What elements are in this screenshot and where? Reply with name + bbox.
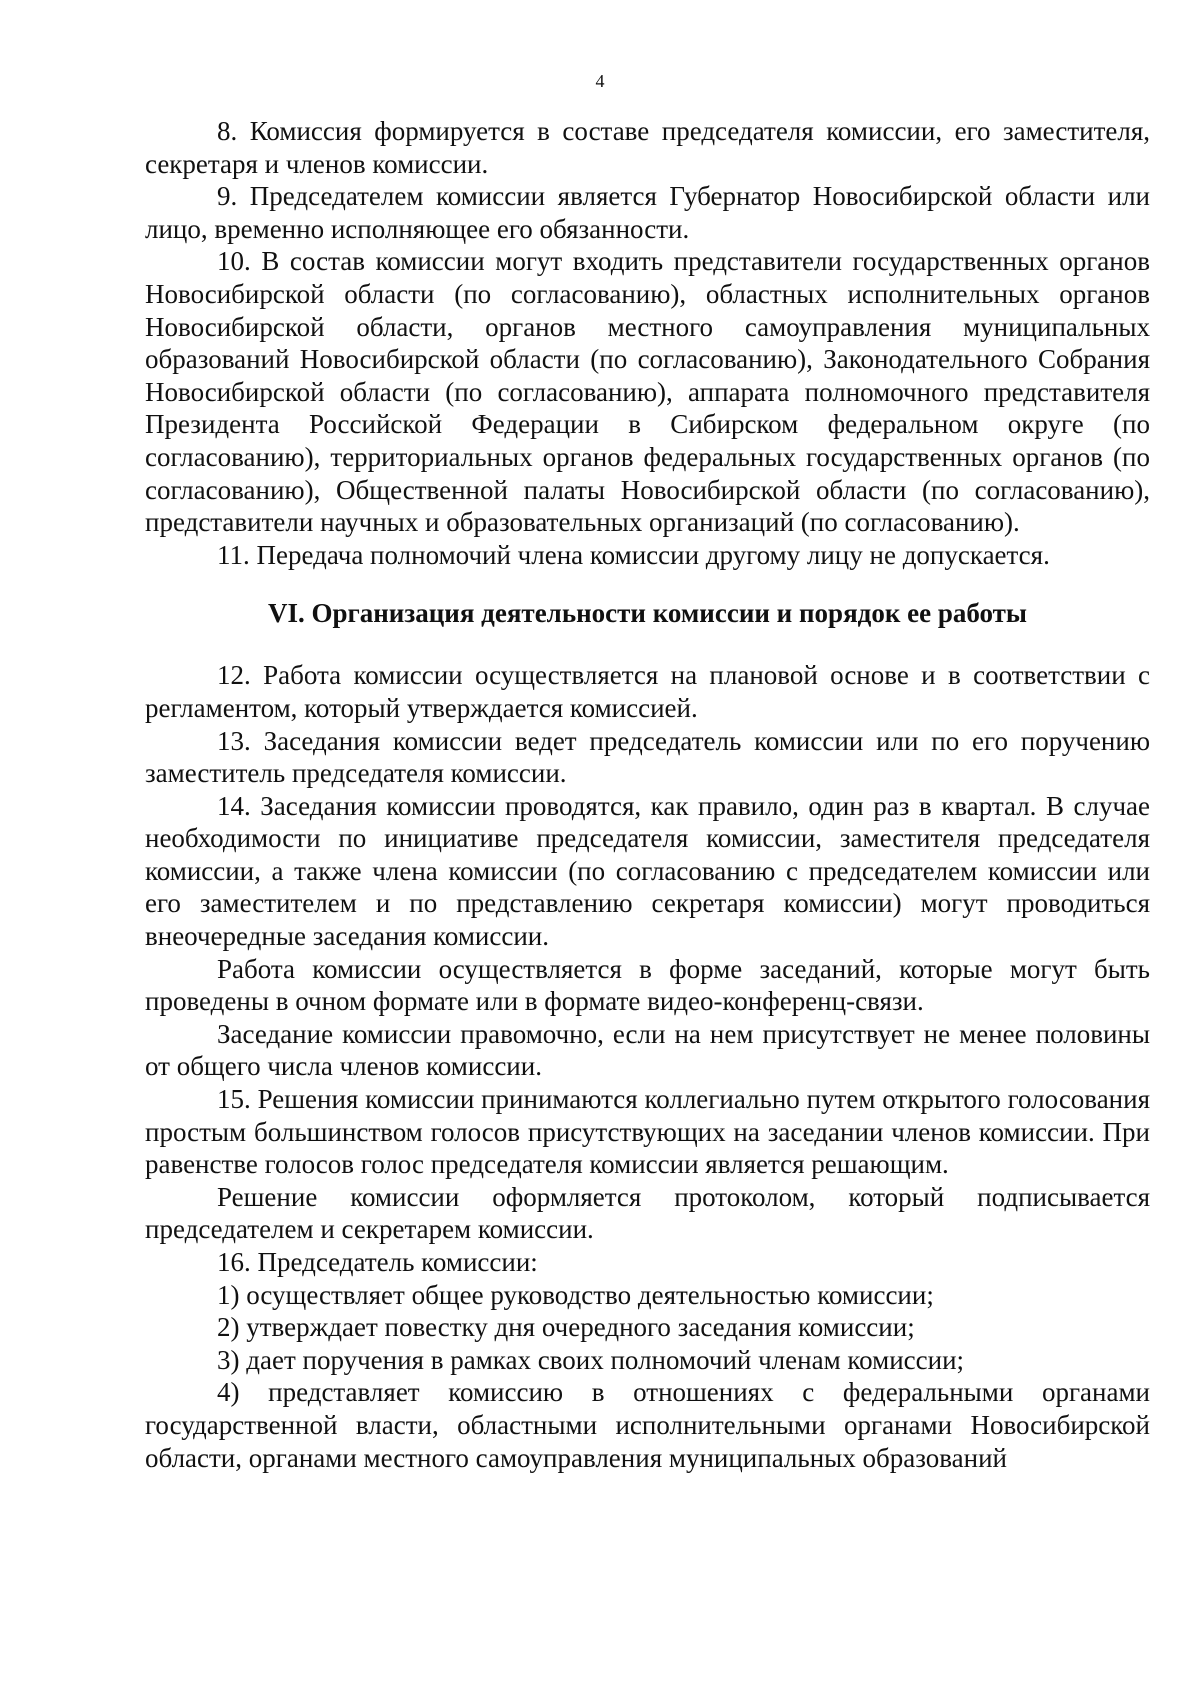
list-item-16-1: 1) осуществляет общее руководство деятельностью комиссии; — [217, 1279, 934, 1310]
paragraph-14-quorum: Заседание комиссии правомочно, если на нем присутствует не менее половины от общего числа членов комиссии. — [145, 1018, 1150, 1082]
paragraph-15-protocol: Решение комиссии оформляется протоколом, который подписывается председателем и секретарем комиссии. — [145, 1181, 1150, 1245]
paragraph-15: 15. Решения комиссии принимаются коллегиально путем открытого голосования простым большинством голосов присутствующих на заседании членов комиссии. При равенстве голосов голос председателя комиссии является решающим. — [145, 1084, 1150, 1180]
section-heading: VI. Организация деятельности комиссии и порядок ее работы — [267, 598, 1028, 629]
paragraph-11: 11. Передача полномочий члена комиссии другому лицу не допускается. — [217, 539, 1050, 570]
paragraph-9: 9. Председателем комиссии является Губернатор Новосибирской области или лицо, временно исполняющее его обязанности. — [145, 181, 1150, 244]
paragraph-13: 13. Заседания комиссии ведет председатель комиссии или по его поручению заместитель председателя комиссии. — [145, 725, 1150, 789]
paragraph-16: 16. Председатель комиссии: — [217, 1247, 538, 1277]
page-number: 4 — [595, 71, 605, 91]
list-item-16-4: 4) представляет комиссию в отношениях с федеральными органами государственной власти, областными исполнительными органами Новосибирской области, органами местного самоуправления муниципальных образований — [145, 1377, 1150, 1473]
paragraph-10: 10. В состав комиссии могут входить представители государственных органов Новосибирской области (по согласованию), областных исполнительных органов Новосибирской области, органов местного самоуправления муниципальных образований Новосибирской области (по согласованию), Законодательного Собрания Новосибирской области (по согласованию), аппарата полномочного представителя Президента Российской Федерации в Сибирском федеральном округе (по согласованию), территориальных органов федеральных государственных органов (по согласованию), Общественной палаты Новосибирской области (по согласованию), представители научных и образовательных организаций (по согласованию). — [145, 246, 1150, 538]
paragraph-14: 14. Заседания комиссии проводятся, как правило, один раз в квартал. В случае необходимости по инициативе председателя комиссии, заместителя председателя комиссии, а также члена комиссии (по согласованию с председателем комиссии или его заместителем и по представлению секретаря комиссии) могут проводиться внеочередные заседания комиссии. — [145, 790, 1150, 952]
paragraph-12: 12. Работа комиссии осуществляется на плановой основе и в соответствии с регламентом, который утверждается комиссией. — [145, 660, 1150, 723]
list-item-16-3: 3) дает поручения в рамках своих полномочий членам комиссии; — [217, 1344, 965, 1375]
paragraph-8: 8. Комиссия формируется в составе председателя комиссии, его заместителя, секретаря и членов комиссии. — [145, 116, 1150, 179]
document-body — [145, 115, 1150, 1474]
paragraph-14-form: Работа комиссии осуществляется в форме заседаний, которые могут быть проведены в очном формате или в формате видео-конференц-связи. — [145, 953, 1150, 1017]
list-item-16-2: 2) утверждает повестку дня очередного заседания комиссии; — [217, 1312, 915, 1343]
